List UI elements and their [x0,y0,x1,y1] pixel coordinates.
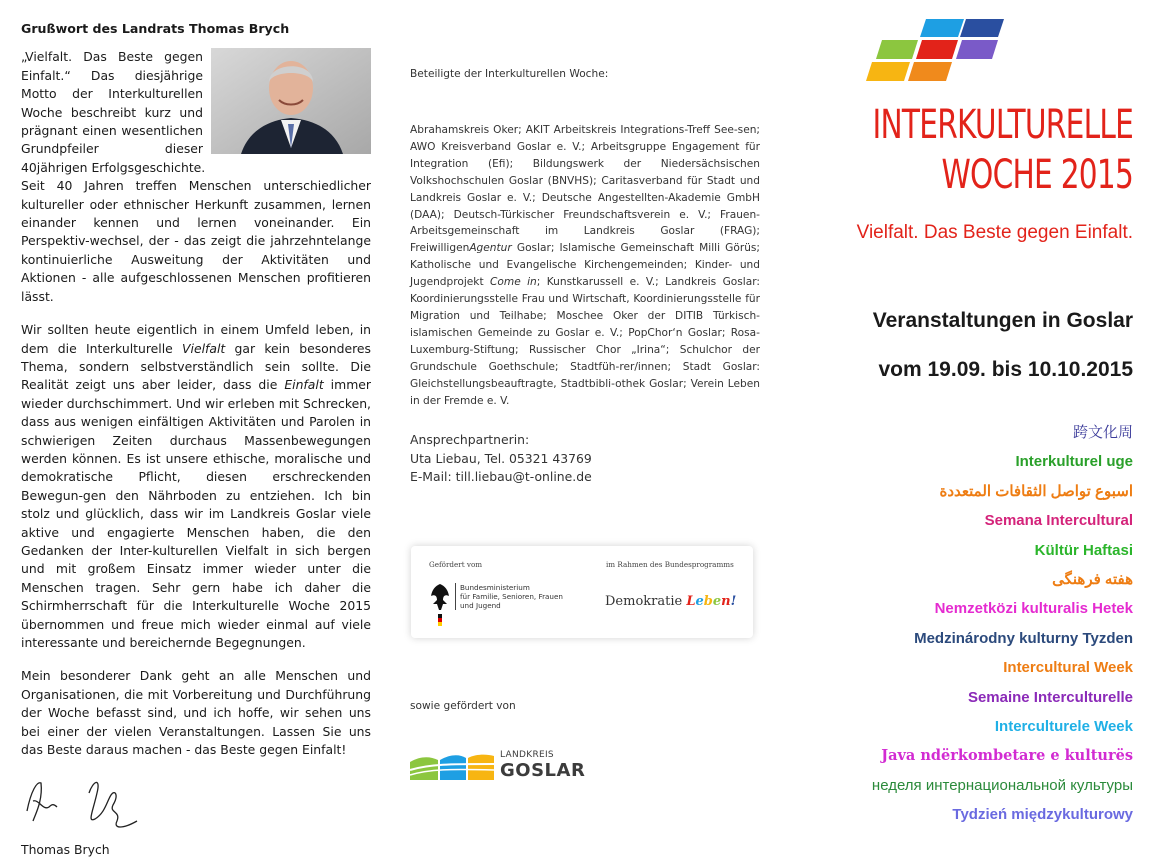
participants-part-c: ; Kunstkarussell e. V.; Landkreis Goslar: Koordinierungsstelle Frau und Wirtschaft, Koordinierungsstelle für Migration und Teilhabe; Moschee Oker der DITIB Türkisch-islamischen Gemeinde zu Goslar e. V.; PopChor‘n Goslar; Rosa-Luxemburg-Stiftung; Russischer Chor „Irina“; Schulchor der Grundschule Goethschule; Stadtfüh-rer/innen; Stadt Goslar: Gleichstellungsbeauftragte, Stadtbibli-othek Goslar; Verein Leben in der Fremde e. V. [410,276,760,407]
greeting-intro-text: „Vielfalt. Das Beste gegen Einfalt.“ Das diesjährige Motto der Interkulturellen Woche beschreibt kurz und prägnant einen wesentlichen Grundpfeiler dieser 40jährigen Erfolgsgeschichte. [21,49,206,175]
language-item: Intercultural Week [1003,659,1133,677]
demokratie-leben-logo [605,594,736,609]
language-item: Semaine Interculturelle [967,688,1133,706]
greeting-paragraph-1: Seit 40 Jahren treffen Menschen unterschiedlicher kultureller oder ethnischer Herkunft zusammen, lernen einander kennen und lernen voneinander. Ein Perspektiv-wechsel, der - das zeigt die jahrzehntelange kontinuierliche Ausweitung der Aktivitäten und Aktionen - alle aufgeschlossenen Menschen profitieren lässt. [21,178,371,304]
language-list [793,418,1133,829]
event-dates: vom 19.09. bis 10.10.2015 [878,358,1133,381]
greeting-paragraph-2-emphasis-1: Vielfalt [182,340,226,356]
greeting-paragraph-3: Mein besonderer Dank geht an alle Menschen und Organisationen, die mit Vorbereitung und Durchführung der Woche befasst sind, und ich hoffe, wir sehen uns bei einer der vielen Veranstaltungen. Lassen Sie uns das Beste daraus machen - das Beste gegen Einfalt! [21,668,371,758]
participants-column [410,66,760,487]
leben-letter: ! [730,594,737,609]
main-title-line-1: INTERKULTURELLE [872,102,1133,148]
language-item: 跨文化周 [1072,424,1133,441]
signer-name: Thomas Brych [21,841,110,857]
contact-name-phone: Uta Liebau, Tel. 05321 43769 [410,450,592,466]
language-item: Nemzetközi kulturalis Hetek [934,600,1133,618]
participants-part-a: Abrahamskreis Oker; AKIT Arbeitskreis Integrations-Treff See-sen; AWO Kreisverband Goslar e. V.; Arbeitsgruppe Engagement für Integration (Efi); Bildungswerk der Niedersächsischen Volkshochschulen Goslar (BNVHS); Caritasverband für Stadt und Landkreis Goslar e. V.; Deutsche Angestellten-Akademie GmbH (DAA); Deutsch-Türkischer Freundschaftsverein e. V.; Frauen-Arbeitsgemeinschaft im Landkreis Goslar (FRAG); Freiwilligen [410,124,760,255]
contact-block [410,431,760,487]
also-funded-label: sowie gefördert von [410,700,516,712]
participants-emphasis-2: Come in [490,276,537,289]
demokratie-word: Demokratie [605,594,683,609]
language-item: Semana Intercultural [984,512,1133,530]
handwritten-signature [21,771,151,835]
language-item: Tydzień międzykulturowy [952,806,1133,824]
interkulturelle-woche-logo-icon [866,19,1006,83]
participants-list [410,122,760,409]
events-heading: Veranstaltungen in Goslar [872,309,1133,332]
language-item: неделя интернациональной культуры [871,776,1133,794]
leben-letter: e [695,594,704,609]
portrait-photo [211,48,371,154]
greeting-heading: Grußwort des Landrats Thomas Brych [21,21,290,36]
federal-eagle-icon [429,582,451,628]
contact-email: E-Mail: till.liebau@t-online.de [410,469,592,485]
slogan: Vielfalt. Das Beste gegen Einfalt. [856,222,1133,243]
language-item: اسبوع تواصل الثقافات المتعددة [939,482,1133,500]
funding-box [411,546,753,638]
ministry-name [455,583,563,610]
leben-word [686,594,736,609]
language-item: Java ndërkombetare e kulturës [881,747,1133,765]
leben-letter: L [686,594,696,609]
greeting-paragraph-2-part-a: Wir sollten heute eigentlich in einem Umfeld leben, in dem die Interkulturelle [21,322,371,356]
language-item: Interculturele Week [994,717,1133,735]
ministry-line-3: und Jugend [460,601,501,610]
main-title [872,100,1133,200]
landkreis-small-text: LANDKREIS [500,750,554,760]
funded-by-label: Gefördert vom [429,560,483,569]
landkreis-big-text: GOSLAR [500,760,586,781]
language-item: Kültür Haftasi [1034,541,1133,559]
landkreis-goslar-logo [410,750,586,782]
language-item: Interkulturel uge [1015,453,1133,471]
landkreis-goslar-emblem-icon [410,750,494,780]
participants-part-b: Goslar; Islamische Gemeinschaft Milli Görüs; Katholische und Evangelische Kirchengemeinden; Kinder- und Jugendprojekt [410,242,760,289]
participants-label: Beteiligte der Interkulturellen Woche: [410,68,609,80]
leben-letter: b [703,594,713,609]
leben-letter: n [721,594,731,609]
greeting-intro [21,48,371,177]
ministry-line-2: für Familie, Senioren, Frauen [460,592,563,601]
language-item: هفته فرهنگی [1052,570,1133,588]
language-item: Medzinárodny kulturny Tyzden [914,629,1133,647]
participants-emphasis-1: Agentur [469,242,512,255]
ministry-line-1: Bundesministerium [460,583,530,592]
program-label: im Rahmen des Bundesprogramms [606,560,734,569]
contact-label: Ansprechpartnerin: [410,432,530,448]
leben-letter: e [712,594,722,609]
main-title-line-2: WOCHE 2015 [941,152,1133,198]
greeting-paragraph-2-part-b: gar kein besonderes Thema, sondern selbstverständlich sein sollte. Die Realität zeigt uns aber leider, dass die [21,340,371,393]
greeting-column [21,20,371,859]
greeting-paragraph-2 [21,321,371,652]
greeting-paragraph-2-part-c: immer wieder durchschimmert. Und wir erleben mit Schrecken, dass aus wenigen einfältigen Aktivitäten und Parolen in schwierigen Zeiten durchaus Massenbewegungen werden können. Es ist unsere ethische, moralische und demokratische Pflicht, diesen erschreckenden Bewegun-gen den Nährboden zu entziehen. Ich bin stolz und glücklich, dass wir im Landkreis Goslar viele aktive und engagierte Menschen haben, die den Gedanken der Inter-kulturellen Vielfalt in sich bergen und mit großem Einsatz immer wieder unter die Menschen tragen. Sehr gern habe ich daher die Schirmherrschaft für die Interkulturelle Woche 2015 übernommen und freue mich wieder einmal auf viele interessante und bereichernde Begegnungen. [21,377,371,650]
greeting-paragraph-2-emphasis-2: Einfalt [284,377,324,393]
